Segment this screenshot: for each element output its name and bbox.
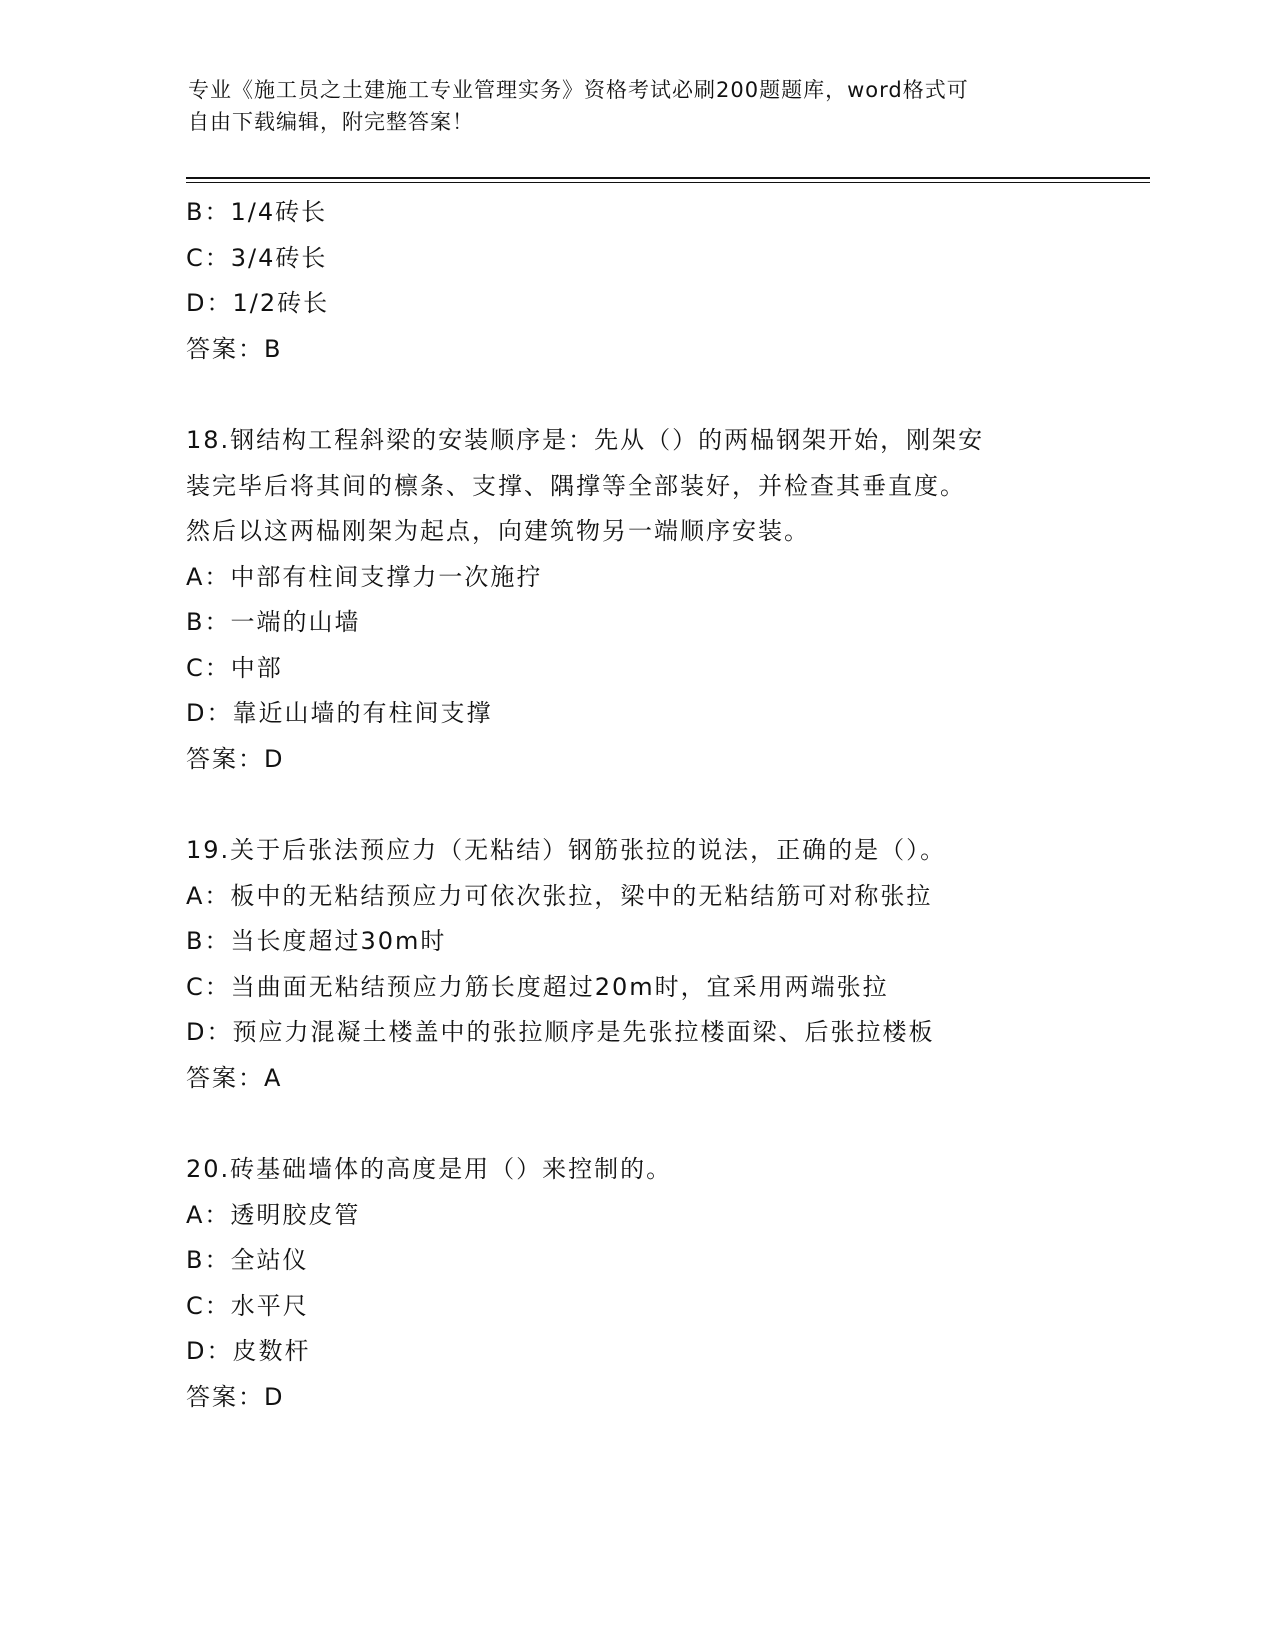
option-d: D：预应力混凝土楼盖中的张拉顺序是先张拉楼面梁、后张拉楼板: [186, 1018, 935, 1046]
question-stem-line: 18.钢结构工程斜梁的安装顺序是：先从（）的两榀钢架开始，刚架安: [186, 426, 985, 454]
header-divider-thick: [186, 177, 1150, 179]
spacer: [186, 782, 1086, 828]
option-c: C：水平尺: [186, 1291, 309, 1320]
option-a: A：中部有柱间支撑力一次施拧: [186, 562, 543, 591]
option-b: B：1/4砖长: [186, 198, 328, 226]
header-line-2: 自由下载编辑，附完整答案！: [188, 110, 474, 134]
question-stem-line: 19.关于后张法预应力（无粘结）钢筋张拉的说法，正确的是（）。: [186, 836, 947, 864]
option-a: A：板中的无粘结预应力可依次张拉，梁中的无粘结筋可对称张拉: [186, 881, 933, 910]
option-d: D：皮数杆: [186, 1337, 311, 1365]
option-c: C：3/4砖长: [186, 243, 328, 272]
spacer: [186, 372, 1086, 418]
option-d: D：1/2砖长: [186, 289, 330, 317]
header-line-1: 专业《施工员之土建施工专业管理实务》资格考试必刷200题题库，word格式可: [188, 78, 969, 102]
page-header: [188, 74, 1068, 138]
question-stem-line: 装完毕后将其间的檩条、支撑、隅撑等全部装好，并检查其垂直度。: [186, 471, 966, 500]
option-c: C：当曲面无粘结预应力筋长度超过20m时，宜采用两端张拉: [186, 972, 889, 1001]
question-block-18: [186, 418, 1086, 782]
answer-line: 答案：B: [186, 334, 283, 363]
question-block-20: [186, 1147, 1086, 1420]
option-b: B：当长度超过30m时: [186, 927, 447, 955]
option-b: B：一端的山墙: [186, 608, 361, 636]
question-list: [186, 190, 1086, 1420]
option-a: A：透明胶皮管: [186, 1200, 361, 1229]
option-d: D：靠近山墙的有柱间支撑: [186, 699, 493, 727]
spacer: [186, 1101, 1086, 1147]
question-block-19: [186, 828, 1086, 1101]
question-stem-line: 然后以这两榀刚架为起点，向建筑物另一端顺序安装。: [186, 517, 810, 545]
question-stem-line: 20.砖基础墙体的高度是用（）来控制的。: [186, 1155, 673, 1183]
option-c: C：中部: [186, 653, 283, 682]
option-b: B：全站仪: [186, 1246, 309, 1274]
question-block-continued: [186, 190, 1086, 372]
header-divider-thin: [186, 182, 1150, 183]
answer-line: 答案：A: [186, 1063, 283, 1092]
answer-line: 答案：D: [186, 1382, 285, 1411]
answer-line: 答案：D: [186, 744, 285, 773]
